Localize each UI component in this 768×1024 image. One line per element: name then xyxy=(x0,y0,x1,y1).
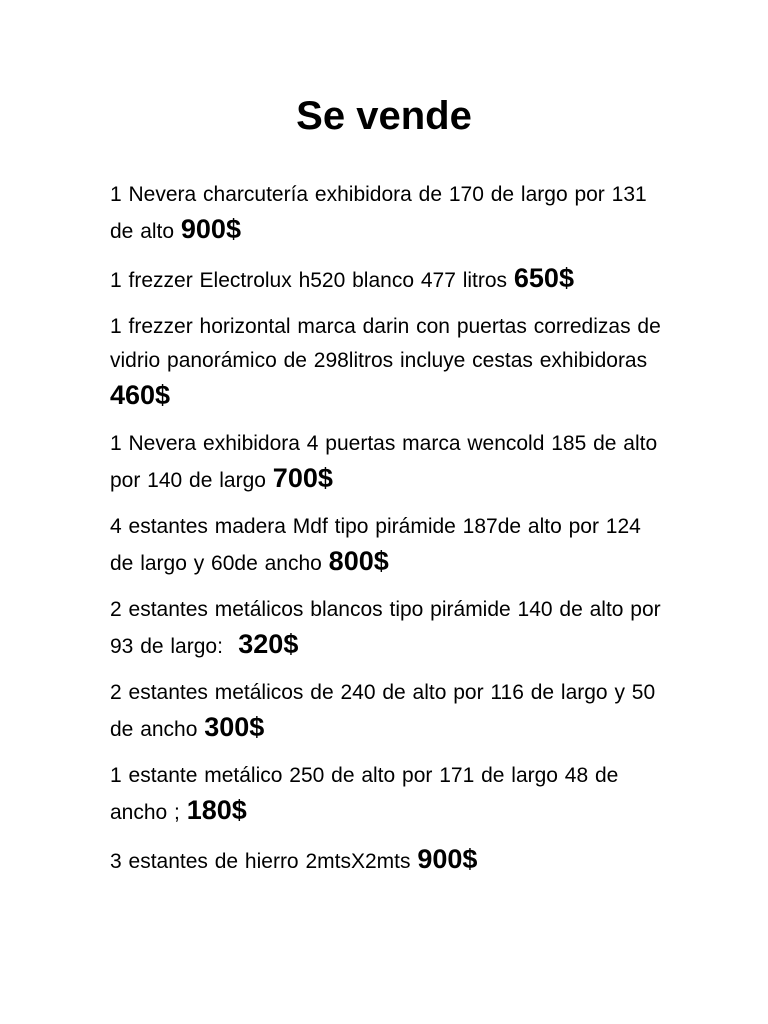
item-description: 1 estante metálico 250 de alto por 171 de largo 48 de ancho ; xyxy=(110,764,619,824)
sale-item xyxy=(110,593,670,664)
item-price: 800$ xyxy=(328,546,389,576)
item-price: 180$ xyxy=(186,795,247,825)
item-price: 460$ xyxy=(110,380,171,410)
item-price: 700$ xyxy=(272,463,333,493)
sale-item xyxy=(110,676,670,747)
sale-item xyxy=(110,178,670,249)
item-description: 1 Nevera charcutería exhibidora de 170 de largo por 131 de alto xyxy=(110,183,647,243)
sale-item xyxy=(110,759,670,830)
sale-item xyxy=(110,310,670,415)
sale-item xyxy=(110,261,670,298)
item-description: 3 estantes de hierro 2mtsX2mts xyxy=(110,850,418,873)
sale-item xyxy=(110,842,670,879)
item-description: 1 frezzer Electrolux h520 blanco 477 litros xyxy=(110,269,514,292)
item-description: 1 frezzer horizontal marca darin con puertas corredizas de vidrio panorámico de 298litros incluye cestas exhibidoras xyxy=(110,315,661,372)
item-price: 320$ xyxy=(229,629,299,659)
item-price: 300$ xyxy=(204,712,265,742)
sale-item xyxy=(110,510,670,581)
item-price: 650$ xyxy=(513,263,574,293)
item-price: 900$ xyxy=(417,844,478,874)
item-price: 900$ xyxy=(180,214,241,244)
page-title: Se vende xyxy=(296,94,472,138)
sale-item xyxy=(110,427,670,498)
item-description: 2 estantes metálicos de 240 de alto por 116 de largo y 50 de ancho xyxy=(110,681,656,741)
item-description: 1 Nevera exhibidora 4 puertas marca wencold 185 de alto por 140 de largo xyxy=(110,432,658,492)
sale-items-list xyxy=(110,178,670,891)
item-description: 4 estantes madera Mdf tipo pirámide 187de alto por 124 de largo y 60de ancho xyxy=(110,515,641,575)
item-description: 2 estantes metálicos blancos tipo pirámide 140 de alto por 93 de largo: xyxy=(110,598,661,658)
